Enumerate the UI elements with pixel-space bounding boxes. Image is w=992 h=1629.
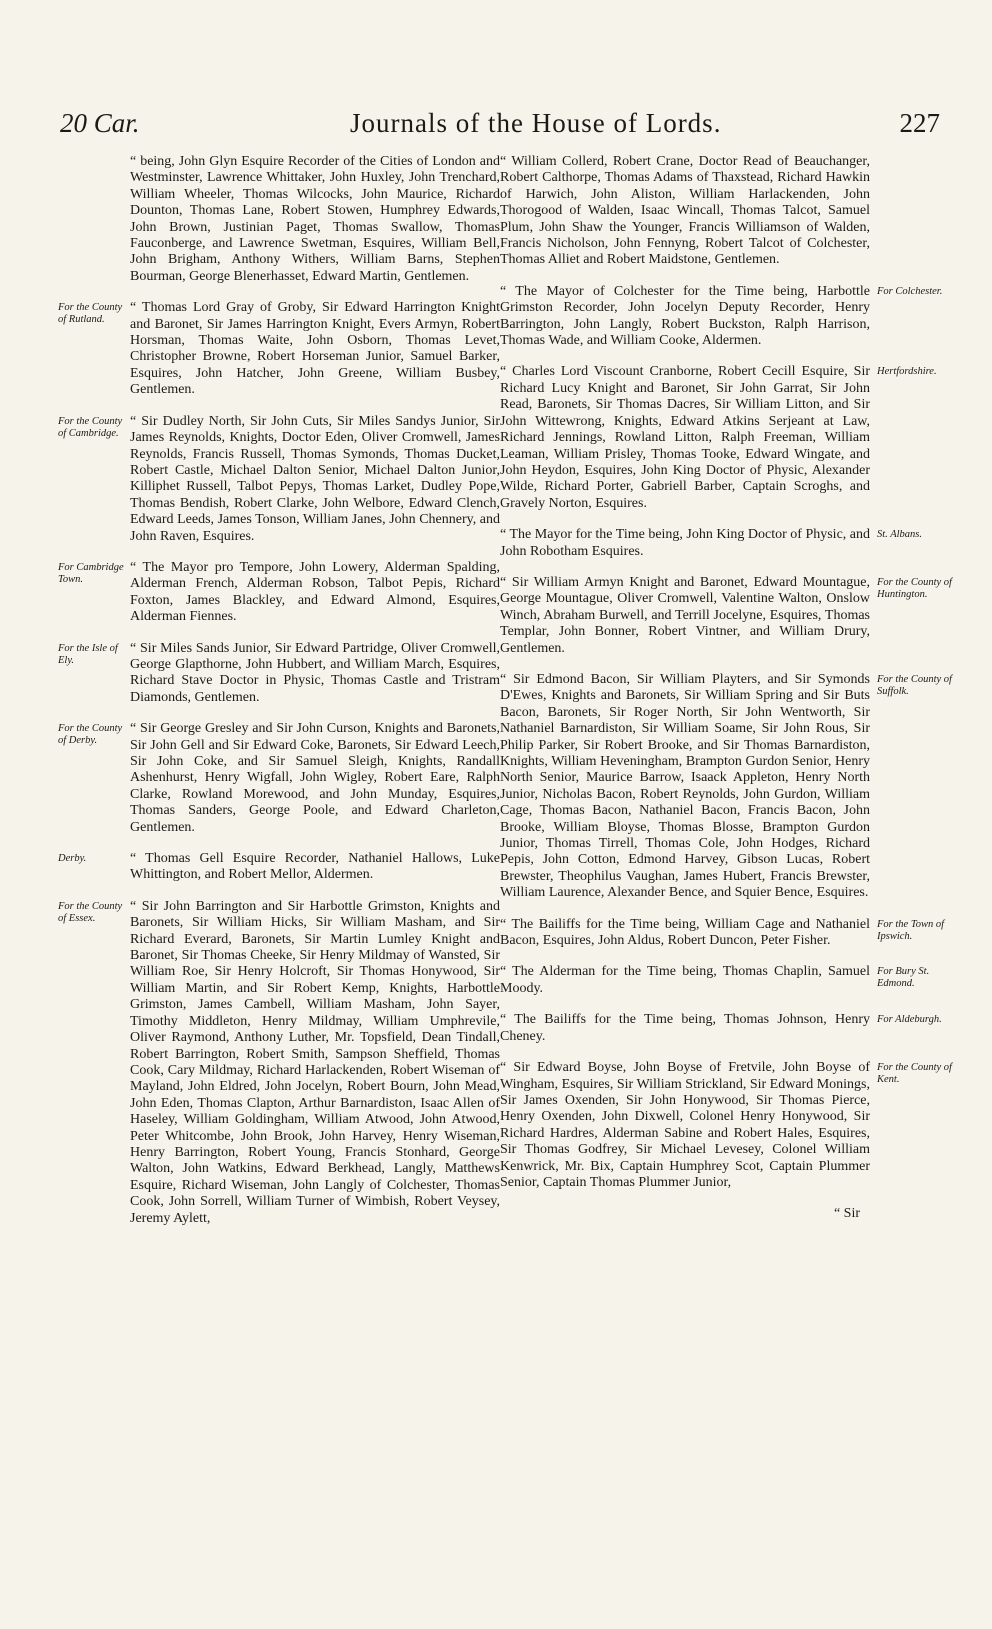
entry-text: “ Sir John Barrington and Sir Harbottle Grimston, Knights and Baronets, Sir William Hicks, Sir William Masham, and Sir Richard Everard, Baronets, Sir Martin Lumley Knight and Baronet, Sir Thomas Cheeke, Sir Henry Mildmay of Wansted, Sir William Roe, Sir Henry Holcroft, Sir Thomas Honywood, Sir William Martin, and Sir Robert Kemp, Knights, Harbottle Grimston, James Cambell, William Masham, John Sayer, Timothy Middleton, Henry Mildmay, William Umphrevile, Oliver Raymond, Anthony Luther, Mr. Topsfield, Dean Tindall, Robert Barrington, Robert Smith, Sampson Sheffield, Thomas Cook, Cary Mildmay, Richard Harlackenden, Robert Wiseman of Mayland, John Eldred, John Jocelyn, Robert Bourn, John Mead, John Eden, Thomas Clapton, Arthur Barnardiston, Isaac Allen of Haseley, William Goldingham, William Atwood, John Atwood, Peter Whitcombe, John Brook, John Harvey, Henry Wiseman, Henry Barrington, Robert Young, Francis Stonhard, George Walton, John Watkins, Edward Berkhead, Langly, Matthews Esquire, Richard Wiseman, John Langly of Colchester, Thomas Cook, John Sorrell, William Turner of Wimbish, Robert Veysey, Jeremy Aylett, xyxy=(130,898,500,1226)
entry-text: “ Sir Edward Boyse, John Boyse of Fretvile, John Boyse of Wingham, Esquires, Sir William Strickland, Sir Edward Monings, Sir James Oxenden, Sir John Honywood, Sir Thomas Pierce, Henry Oxenden, John Dixwell, Colonel Henry Honywood, Sir Richard Hardres, Alderman Sabine and Robert Hales, Esquires, Sir Thomas Godfrey, Sir Michael Levesey, Colonel William Kenwrick, Mr. Bix, Captain Humphrey Scot, Captain Plummer Senior, Captain Thomas Plummer Junior, xyxy=(500,1060,870,1190)
commissioner-entry xyxy=(500,916,944,950)
page-number: 227 xyxy=(899,108,940,138)
entry-text: “ The Mayor pro Tempore, John Lowery, Alderman Spalding, Alderman French, Alderman Robson, Talbot Pepis, Richard Foxton, James Blackley, and Edward Almond, Esquires, Alderman Fiennes. xyxy=(130,559,500,625)
commissioner-entry xyxy=(500,1060,952,1191)
commissioner-entry xyxy=(500,1012,942,1045)
margin-note: For the County of Rutland. xyxy=(58,302,123,326)
margin-note: For the County of Essex. xyxy=(58,900,123,924)
commissioner-entry xyxy=(500,364,937,512)
entry-text: “ The Mayor of Colchester for the Time being, Harbottle Grimston Recorder, John Jocelyn Deputy Recorder, Henry Barrington, John Langly, Robert Buckston, Ralph Harrison, Thomas Wade, and William Cooke, Aldermen. xyxy=(500,283,870,349)
commissioner-entry xyxy=(58,640,500,707)
entry-text: “ Sir Edmond Bacon, Sir William Playters, and Sir Symonds D'Ewes, Knights and Baronets, Sir William Spring and Sir Buts Bacon, Baronets, Sir Roger North, Sir John Wentworth, Sir Nathaniel Barnardiston, Sir William Soame, Sir John Rous, Sir Philip Parker, Sir Robert Brooke, and Sir Thomas Barnardiston, Knights, William Heveningham, Brampton Gurdon Senior, Henry North Senior, Maurice Barrow, Isaack Appleton, Henry North Junior, Nicholas Bacon, Robert Reynolds, John Gurdon, William Cage, Thomas Bacon, Nathaniel Bacon, Francis Bacon, John Brooke, William Bloyse, Thomas Blosse, Brampton Gurdon Junior, Thomas Tirrell, Thomas Cole, John Hodges, Richard Pepis, John Cotton, Edmond Harvey, Gibson Lucas, Robert Brewster, Theophilus Vaughan, James Hubert, Francis Brewster, William Laurence, Alexander Bence, and Squier Bence, Esquires. xyxy=(500,671,870,901)
entry-text: “ The Alderman for the Time being, Thomas Chaplin, Samuel Moody. xyxy=(500,964,870,996)
entry-text: “ William Collerd, Robert Crane, Doctor Read of Beauchanger, Robert Calthorpe, Thomas Adams of Thaxstead, Richard Hawkin of Harwich, John Aliston, William Harlackenden, John Thorogood of Walden, Isaac Wincall, Thomas Talcot, Samuel Plum, John Shaw the Younger, Francis Williamson of Walden, Francis Nicholson, John Fennyng, Robert Talcot of Colchester, Thomas Alliet and Robert Maidstone, Gentlemen. xyxy=(500,154,870,268)
entry-text: “ Sir Dudley North, Sir John Cuts, Sir Miles Sandys Junior, Sir James Reynolds, Knights, Doctor Eden, Oliver Cromwell, James Reynolds, Francis Russell, Thomas Symonds, Thomas Ducket, Robert Castle, Michael Dalton Senior, Michael Dalton Junior, Killiphet Russell, Talbot Pepys, Thomas Larket, Dudley Pope, Thomas Bendish, Robert Clarke, John Welbore, Edward Clench, Edward Leeds, James Tonson, William Janes, John Chennery, and John Raven, Esquires. xyxy=(130,413,500,544)
commissioner-entry xyxy=(58,300,500,398)
margin-note: For Colchester. xyxy=(877,285,943,297)
margin-note: For the County of Cambridge. xyxy=(58,415,123,439)
entry-text: “ Charles Lord Viscount Cranborne, Robert Cecill Esquire, Sir Richard Lucy Knight and Baronet, Sir John Garrat, Sir John Read, Baronets, Sir Thomas Dacres, Sir William Litton, and Sir John Wittewrong, Knights, Edward Atkins Serjeant at Law, Richard Jennings, Rowland Litton, Ralph Freeman, William Leaman, William Prisley, Thomas Tooke, Edward Wingate, and John Heydon, Esquires, John King Doctor of Physic, Alexander Wilde, Richard Porter, Gabriell Barber, Captain Scroghs, and Gravely Norton, Esquires. xyxy=(500,364,870,511)
commissioner-entry xyxy=(500,964,930,997)
entry-text: “ Thomas Gell Esquire Recorder, Nathaniel Hallows, Luke Whittington, and Robert Mellor, Aldermen. xyxy=(130,851,500,883)
margin-note: Derby. xyxy=(58,853,87,865)
margin-note: Hertfordshire. xyxy=(877,366,937,378)
margin-note: St. Albans. xyxy=(877,529,923,541)
commissioner-entry xyxy=(130,154,500,285)
commissioner-entry xyxy=(58,851,500,884)
margin-note: For Aldeburgh. xyxy=(877,1014,942,1026)
commissioner-entry xyxy=(500,527,923,560)
entry-text: “ Sir Miles Sands Junior, Sir Edward Partridge, Oliver Cromwell, George Glapthorne, John Hubbert, and William March, Esquires, Richard Stave Doctor in Physic, Thomas Castle and Tristram Diamonds, Gentlemen. xyxy=(130,640,500,705)
commissioner-entry xyxy=(500,574,952,657)
running-title: Journals of the House of Lords. xyxy=(350,108,722,138)
commissioner-entry xyxy=(58,898,500,1227)
margin-note: For the County of Huntington. xyxy=(877,576,952,600)
margin-note: For the Town of Ipswich. xyxy=(877,918,944,942)
entry-text: “ Thomas Lord Gray of Groby, Sir Edward Harrington Knight and Baronet, Sir James Harrington Knight, Evers Armyn, Robert Horsman, Thomas Waite, John Osborn, Thomas Levet, Christopher Browne, Robert Horseman Junior, Samuel Barker, Esquires, John Hatcher, John Greene, William Busbey, Gentlemen. xyxy=(130,300,500,398)
margin-note: For the County of Suffolk. xyxy=(877,673,952,697)
margin-note: For the County of Kent. xyxy=(877,1062,952,1086)
commissioner-entry xyxy=(58,413,500,545)
entry-text: “ The Mayor for the Time being, John King Doctor of Physic, and John Robotham Esquires. xyxy=(500,527,870,559)
entry-text: “ Sir William Armyn Knight and Baronet, Edward Mountague, George Mountague, Oliver Cromwell, Valentine Walton, Onslow Winch, Abraham Burwell, and Terrill Jocelyne, Esquires, Thomas Templar, John Bonner, Robert Vintner, and William Drury, Gentlemen. xyxy=(500,574,870,656)
margin-note: For the Isle of Ely. xyxy=(58,642,118,666)
commissioner-entry xyxy=(500,154,870,269)
entry-text: “ Sir George Gresley and Sir John Curson, Knights and Baronets, Sir John Gell and Sir Edward Coke, Baronets, Sir Edward Leech, Sir John Coke, and Sir Samuel Sleigh, Knights, Randall Ashenhurst, Henry Wigfall, John Wigley, Robert Eare, Ralph Clarke, Rowland Morewood, and John Munday, Esquires, Thomas Sanders, George Poole, and Edward Charleton, Gentlemen. xyxy=(130,721,500,835)
margin-note: For Cambridge Town. xyxy=(58,561,124,585)
right-column xyxy=(500,154,952,1223)
commissioner-entry xyxy=(500,671,952,902)
left-column xyxy=(58,154,500,1242)
entry-text: “ being, John Glyn Esquire Recorder of the Cities of London and Westminster, Lawrence Whittaker, John Huxley, John Trenchard, William Wheeler, Thomas Wilcocks, John Maurice, Richard Dounton, Thomas Lane, Robert Stowen, Humphrey Edwards, John Brown, Justinian Paget, Thomas Swallow, Thomas Fauconberge, and Lawrence Swetman, Esquires, William Bell, John Brigham, Anthony Withers, William Barns, Stephen Bourman, George Blenerhasset, Edward Martin, Gentlemen. xyxy=(130,154,500,284)
catchword: “ Sir xyxy=(833,1206,860,1222)
page-header xyxy=(60,108,940,148)
margin-note: For the County of Derby. xyxy=(58,723,123,747)
commissioner-entry xyxy=(500,283,943,350)
commissioner-entry xyxy=(58,721,500,836)
regnal-year: 20 Car. xyxy=(60,108,140,138)
margin-note: For Bury St. Edmond. xyxy=(877,966,930,990)
commissioner-entry xyxy=(58,559,500,626)
entry-text: “ The Bailiffs for the Time being, William Cage and Nathaniel Bacon, Esquires, John Aldus, Robert Duncon, Peter Fisher. xyxy=(500,916,870,949)
entry-text: “ The Bailiffs for the Time being, Thomas Johnson, Henry Cheney. xyxy=(500,1012,870,1044)
